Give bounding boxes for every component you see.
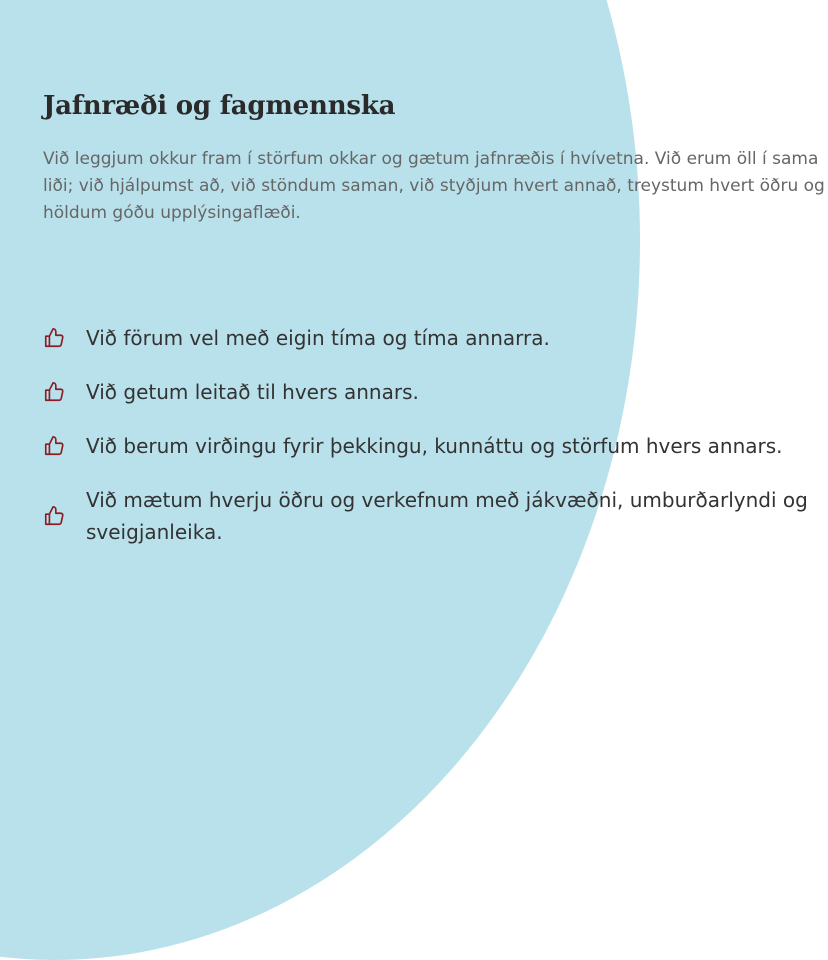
thumbs-up-icon: [43, 505, 65, 527]
value-text: Við getum leitað til hvers annars.: [86, 380, 419, 404]
value-text: Við mætum hverju öðru og verkefnum með jákvæðni, umburðarlyndi og sveigjanleika.: [86, 488, 808, 544]
section-title: Jafnræði og fagmennska: [43, 91, 396, 121]
thumbs-up-icon: [43, 381, 65, 403]
list-item: [43, 430, 813, 462]
thumbs-up-icon: [43, 435, 65, 457]
list-item: [43, 376, 813, 408]
values-section: [43, 86, 828, 570]
thumbs-up-icon: [43, 327, 65, 349]
list-item: [43, 322, 813, 354]
section-intro: Við leggjum okkur fram í störfum okkar og gætum jafnræðis í hvívetna. Við erum öll í sama liði; við hjálpumst að, við stöndum saman, við styðjum hvert annað, treystum hvert öðru og höldum góðu upplýsingaflæði.: [43, 149, 825, 223]
list-item: [43, 484, 813, 548]
values-list: [43, 322, 813, 548]
value-text: Við förum vel með eigin tíma og tíma annarra.: [86, 326, 550, 350]
value-text: Við berum virðingu fyrir þekkingu, kunnáttu og störfum hvers annars.: [86, 434, 783, 458]
